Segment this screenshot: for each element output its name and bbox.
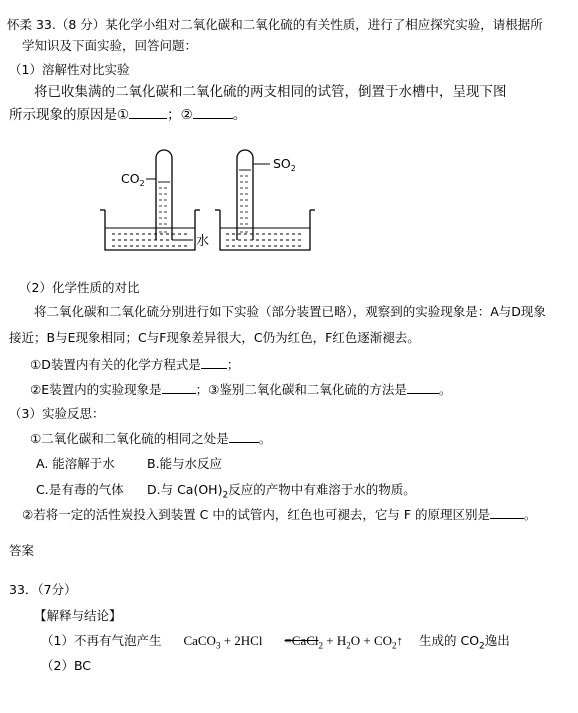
answer-blank-5[interactable] (407, 381, 439, 394)
option-c: C.是有毒的气体 (36, 482, 124, 497)
part2-heading: （2）化学性质的对比 (19, 280, 140, 295)
option-a: A. 能溶解于水 (36, 456, 115, 471)
part1-text-1: 将已收集满的二氧化碳和二氧化硫的两支相同的试管，倒置于水槽中，呈现下图 (34, 84, 507, 100)
answer-blank-7[interactable] (490, 506, 524, 519)
answer-1: （1）不再有气泡产生 CaCO$_3$ + 2HCl =CaCl$_2$ + $H_2O$ + $CO_2↑$ 生成的 $CO_2$逸出 (41, 633, 510, 652)
water-trough-co2 (100, 210, 200, 250)
answer-number: 33．（7分） (9, 582, 77, 597)
part3-heading: （3）实验反思： (9, 406, 105, 421)
answer-2: （2）BC (41, 658, 92, 673)
answer-label: 答案 (9, 543, 35, 558)
part2-text-1: 将二氧化碳和二氧化硫分别进行如下实验（部分装置已略），观察到的实验现象是：A与D现象 (34, 304, 546, 319)
part2-text-2: 接近；B与E现象相同；C与F现象差异很大，C仍为红色，F红色逐渐褪去。 (9, 330, 420, 345)
water-label: 水 (196, 234, 210, 249)
option-b: B.能与水反应 (147, 456, 223, 471)
so2-label: $SO_2$ (273, 156, 296, 173)
part1-text-2: 所示现象的原因是① ；② 。 (9, 107, 247, 123)
test-tube-co2 (156, 150, 172, 240)
water-trough-so2 (215, 210, 315, 250)
answer-blank-2[interactable] (193, 106, 233, 119)
question-line-1: 怀柔 33.（8 分）某化学小组对二氧化碳和二氧化硫的有关性质，进行了相应探究实验，请根据所 (7, 17, 543, 32)
answer-blank-3[interactable] (201, 356, 227, 369)
part2-question-1: ①D装置内有关的化学方程式是 ； (30, 357, 240, 372)
part3-question-2: ②若将一定的活性炭投入到装置 C 中的试管内，红色也可褪去，它与 F 的原理区别是 。 (22, 507, 537, 522)
test-tube-so2 (237, 150, 253, 240)
test-tube-figure (100, 148, 320, 258)
part2-question-2: ②E装置内的实验现象是 ；③鉴别二氧化碳和二氧化硫的方法是 。 (30, 382, 452, 397)
co2-label: $CO_2$ (121, 171, 145, 188)
answer-blank-6[interactable] (229, 430, 259, 443)
answer-blank-4[interactable] (162, 381, 196, 394)
answer-section-title: 【解释与结论】 (34, 608, 122, 623)
part1-heading: （1）溶解性对比实验 (9, 62, 130, 77)
answer-blank-1[interactable] (129, 106, 167, 119)
option-d: D.与 $Ca(OH)_2$反应的产物中有难溶于水的物质。 (147, 482, 416, 501)
chemical-equation: CaCO$_3$ + 2HCl =CaCl$_2$ + $H_2O$ + $CO_2↑$ (183, 633, 404, 651)
part3-question-1: ①二氧化碳和二氧化硫的相同之处是 。 (30, 431, 272, 446)
question-line-2: 学知识及下面实验，回答问题： (22, 38, 198, 53)
